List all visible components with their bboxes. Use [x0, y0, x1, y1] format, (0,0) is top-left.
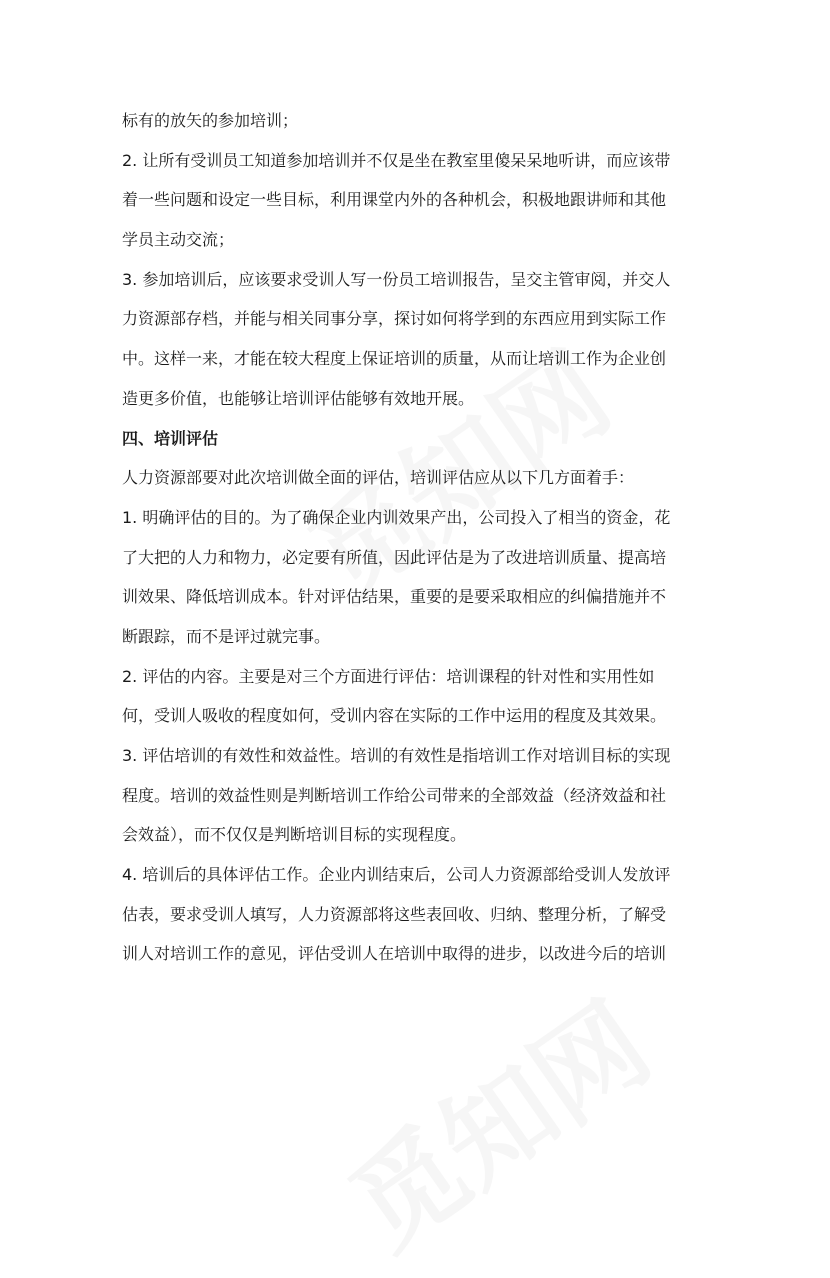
text-line: 3. 评估培训的有效性和效益性。培训的有效性是指培训工作对培训目标的实现 — [122, 746, 671, 765]
document-body — [122, 101, 722, 974]
text-line: 学员主动交流； — [122, 230, 235, 250]
text-line: 训人对培训工作的意见，评估受训人在培训中取得的进步，以改进今后的培训 — [122, 944, 667, 964]
text-line: 训效果、降低培训成本。针对评估结果，重要的是要采取相应的纠偏措施并不 — [122, 587, 667, 607]
text-line: 程度。培训的效益性则是判断培训工作给公司带来的全部效益（经济效益和社 — [122, 785, 667, 805]
text-line: 4. 培训后的具体评估工作。企业内训结束后，公司人力资源部给受训人发放评 — [122, 865, 671, 885]
text-line: 标有的放矢的参加培训； — [122, 111, 299, 130]
text-line: 3. 参加培训后，应该要求受训人写一份员工培训报告，呈交主管审阅，并交人 — [122, 269, 671, 289]
text-line: 着一些问题和设定一些目标，利用课堂内外的各种机会，积极地跟讲师和其他 — [122, 190, 667, 210]
text-line: 会效益），而不仅仅是判断培训目标的实现程度。 — [122, 825, 467, 845]
text-line: 1. 明确评估的目的。为了确保企业内训效果产出，公司投入了相当的资金，花 — [122, 507, 671, 527]
watermark — [315, 960, 676, 1278]
text-line: 2. 让所有受训员工知道参加培训并不仅是坐在教室里傻呆呆地听讲，而应该带 — [122, 150, 671, 170]
text-line: 中。这样一来，才能在较大程度上保证培训的质量，从而让培训工作为企业创 — [122, 349, 667, 369]
text-line: 造更多价值，也能够让培训评估能够有效地开展。 — [122, 388, 475, 408]
text-line: 人力资源部要对此次培训做全面的评估，培训评估应从以下几方面着手： — [122, 468, 635, 488]
text-line: 了大把的人力和物力，必定要有所值，因此评估是为了改进培训质量、提高培 — [122, 547, 667, 567]
section-heading: 四、培训评估 — [122, 428, 219, 448]
text-line: 力资源部存档，并能与相关同事分享，探讨如何将学到的东西应用到实际工作 — [122, 309, 667, 329]
text-line: 断跟踪，而不是评过就完事。 — [122, 626, 331, 646]
text-line: 估表，要求受训人填写，人力资源部将这些表回收、归纳、整理分析，了解受 — [122, 904, 667, 924]
text-line: 何，受训人吸收的程度如何，受训内容在实际的工作中运用的程度及其效果。 — [122, 706, 667, 726]
text-line: 2. 评估的内容。主要是对三个方面进行评估：培训课程的针对性和实用性如 — [122, 666, 655, 686]
